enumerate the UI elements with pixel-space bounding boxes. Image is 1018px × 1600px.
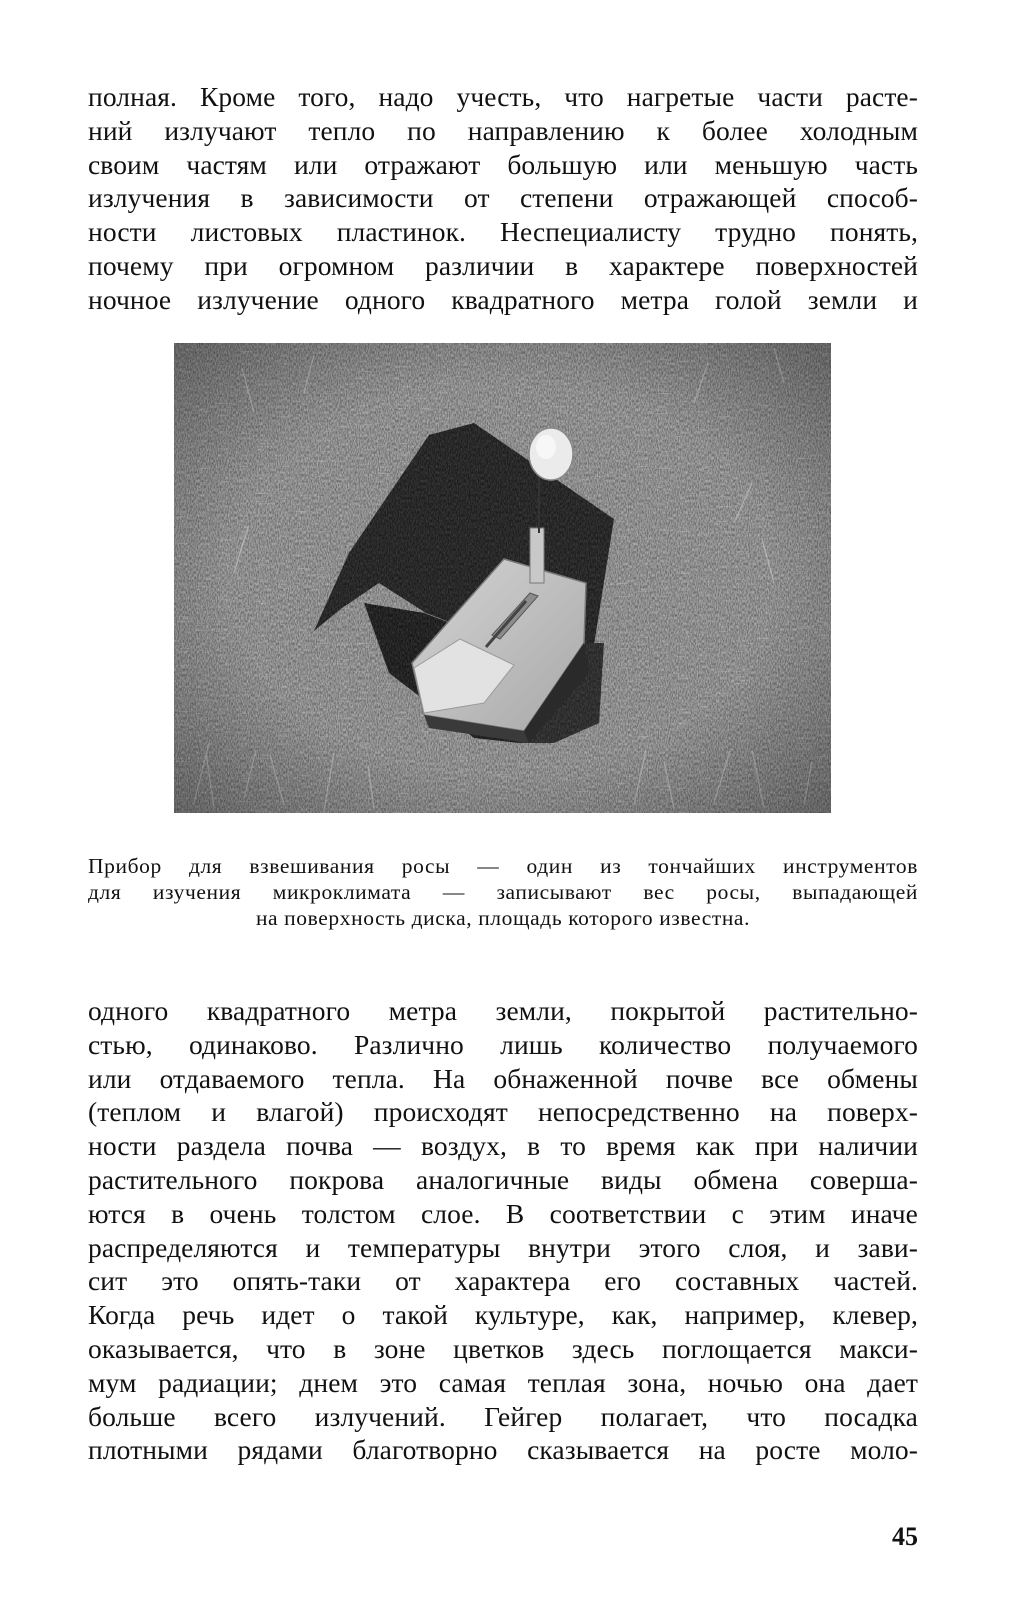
photo-illustration [174, 343, 831, 813]
paragraph-line: Когда речь идет о такой культуре, как, например, клевер, [88, 1299, 918, 1331]
paragraph-line: своим частям или отражают большую или меньшую часть [88, 148, 918, 180]
paragraph-line: ночное излучение одного квадратного метра голой земли и [88, 283, 918, 315]
paragraph-line: (теплом и влагой) происходят непосредственно на поверх- [88, 1096, 918, 1128]
caption-line: Прибор для взвешивания росы — один из тончайших инструментов [88, 854, 918, 878]
paragraph-line: больше всего излучений. Гейгер полагает, что посадка [88, 1400, 918, 1432]
bottom-paragraph [88, 994, 918, 1467]
dew-instrument-photo [174, 343, 831, 813]
paragraph-line: ности раздела почва — воздух, в то время как при наличии [88, 1130, 918, 1162]
caption-line: для изучения микроклимата — записывают вес росы, выпадающей [88, 880, 918, 904]
paragraph-line: сит это опять-таки от характера его составных частей. [88, 1265, 918, 1297]
figure-caption [88, 853, 918, 931]
top-paragraph [88, 80, 918, 317]
paragraph-line: ний излучают тепло по направлению к более холодным [88, 114, 918, 146]
page-number: 45 [892, 1522, 918, 1551]
caption-line: на поверхность диска, площадь которого известна. [255, 906, 751, 930]
paragraph-line: плотными рядами благотворно сказывается на росте моло- [88, 1434, 918, 1466]
paragraph-line: оказывается, что в зоне цветков здесь поглощается макси- [88, 1332, 918, 1364]
paragraph-line: излучения в зависимости от степени отражающей способ- [88, 182, 918, 214]
paragraph-line: ются в очень толстом слое. В соответствии с этим иначе [88, 1197, 918, 1229]
paragraph-line: растительного покрова аналогичные виды обмена соверша- [88, 1163, 918, 1195]
paragraph-line: полная. Кроме того, надо учесть, что нагретые части расте- [88, 81, 918, 112]
paragraph-line: почему при огромном различии в характере поверхностей [88, 249, 918, 281]
paragraph-line: стью, одинаково. Различно лишь количество получаемого [88, 1028, 918, 1060]
paragraph-line: или отдаваемого тепла. На обнаженной почве все обмены [88, 1062, 918, 1094]
paragraph-line: распределяются и температуры внутри этого слоя, и зави- [88, 1231, 918, 1263]
paragraph-line: ности листовых пластинок. Неспециалисту трудно понять, [88, 216, 918, 248]
paragraph-line: одного квадратного метра земли, покрытой растительно- [88, 995, 918, 1026]
paragraph-line: мум радиации; днем это самая теплая зона, ночью она дает [88, 1366, 918, 1398]
